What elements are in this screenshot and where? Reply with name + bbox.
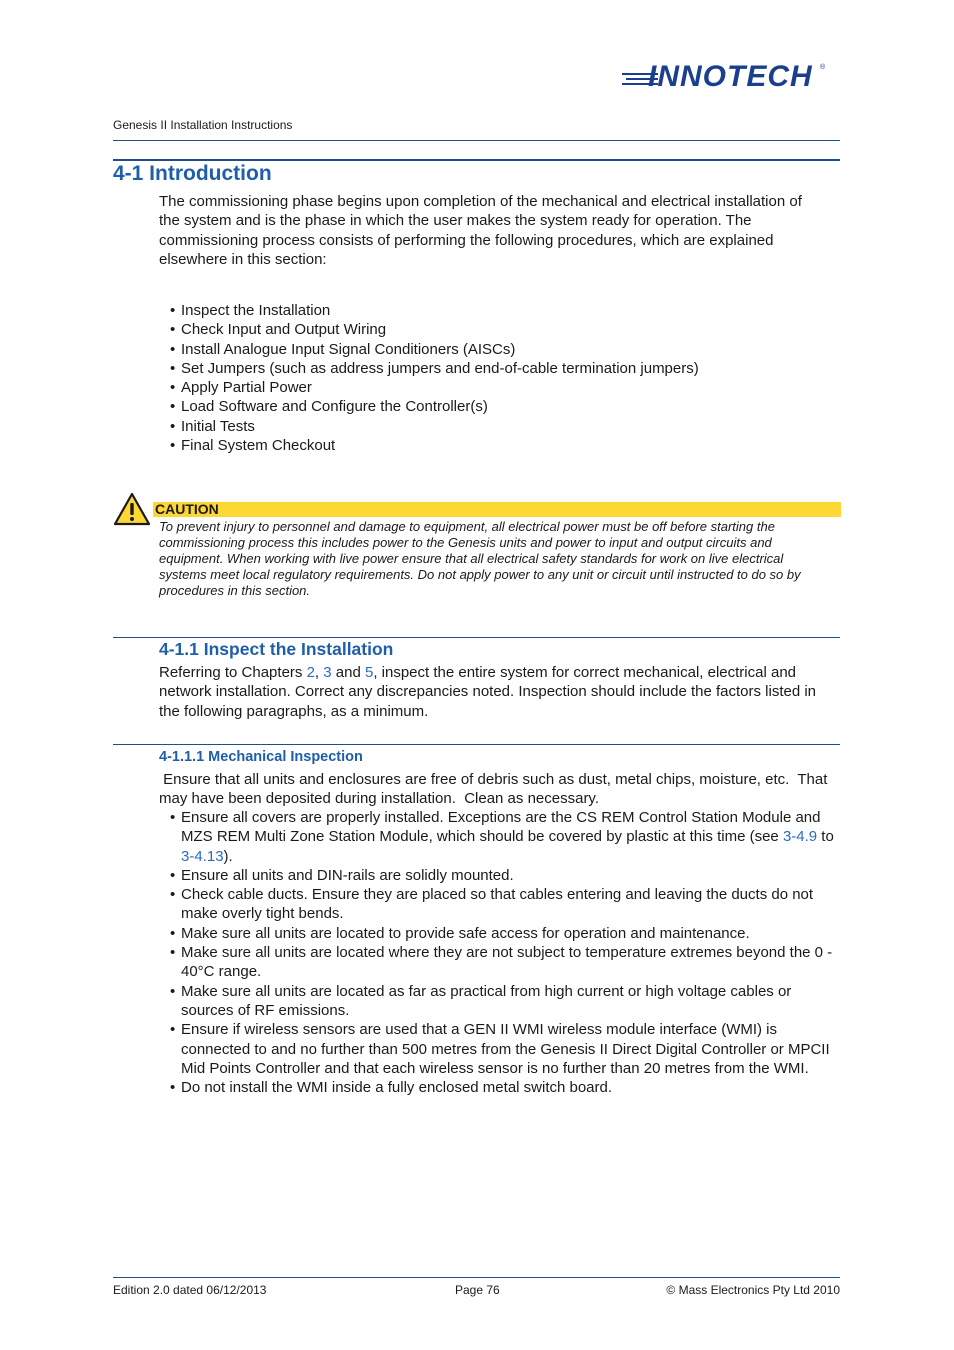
footer-page-number: Page 76 (455, 1283, 500, 1297)
caution-label: CAUTION (155, 501, 219, 517)
caution-text: To prevent injury to personnel and damage to equipment, all electrical power must be off before starting the commissioning process this includes power to the Genesis units and power to input and output circuits and equipment. When working with live power ensure that all electrical safety standards for work on live electrical systems meet local regulatory requirements. Do not apply power to any unit or circuit until instructed to do so by procedures in this section. (159, 519, 801, 598)
text-run: , inspect the entire system for correct mechanical, electrical and network installation. Correct any discrepancies noted. Inspection should include the factors listed in the following paragraphs, as a minimum. (159, 664, 817, 720)
footer-copyright: © Mass Electronics Pty Ltd 2010 (666, 1283, 840, 1297)
list-item: • Check Input and Output Wiring (170, 320, 810, 339)
list-item: • Set Jumpers (such as address jumpers and end-of-cable termination jumpers) (170, 359, 810, 378)
subsection-paragraph (159, 663, 834, 721)
section-3-4-13-link[interactable]: 3-4.13 (181, 847, 224, 865)
chapter-2-link[interactable]: 2 (306, 664, 315, 681)
warning-triangle-icon (113, 492, 151, 526)
list-item: • Apply Partial Power (170, 378, 810, 397)
list-item (170, 808, 838, 866)
logo-wordmark: INNOTECH (648, 60, 813, 93)
header-rule (113, 140, 840, 141)
text-run: Ensure all covers are properly installed. Exceptions are the CS REM Control Station Module and MZS REM Multi Zone Station Module, which should be covered by plastic at this time (see (181, 809, 821, 846)
list-item: • Make sure all units are located to provide safe access for operation and maintenance. (170, 924, 838, 943)
mechanical-checklist (170, 808, 838, 1097)
footer-edition: Edition 2.0 dated 06/12/2013 (113, 1283, 267, 1297)
list-item: • Check cable ducts. Ensure they are placed so that cables entering and leaving the ducts do not make overly tight bends. (170, 885, 838, 924)
list-item: • Ensure if wireless sensors are used that a GEN II WMI wireless module interface (WMI) is connected to and no further than 500 metres from the Genesis II Direct Digital Controller or MPCII Mid Points Controller and that each wireless sensor is no further than 20 metres from the WMI. (170, 1020, 838, 1078)
text-run: ). (223, 847, 233, 865)
text-run: , (314, 664, 324, 681)
innotech-logo (620, 62, 842, 96)
footer-rule (113, 1277, 840, 1278)
list-item: • Final System Checkout (170, 436, 810, 455)
section-3-4-9-link[interactable]: 3-4.9 (782, 828, 818, 846)
caution-bar (153, 502, 841, 517)
text-run: and (331, 664, 365, 681)
list-item: • Make sure all units are located as far as practical from high current or high voltage cables or sources of RF emissions. (170, 982, 838, 1021)
procedure-list (170, 301, 810, 455)
document-title: Genesis II Installation Instructions (113, 118, 293, 132)
subsubsection-rule (113, 744, 840, 745)
list-item: • Inspect the Installation (170, 301, 810, 320)
intro-paragraph: The commissioning phase begins upon completion of the mechanical and electrical installation of the system and is the phase in which the user makes the system ready for operation. The commissioning process consists of performing the following procedures, which are explained elsewhere in this section: (159, 193, 802, 268)
list-item: • Ensure all units and DIN-rails are solidly mounted. (170, 866, 838, 885)
list-item: • Do not install the WMI inside a fully enclosed metal switch board. (170, 1078, 838, 1097)
subsection-heading: 4-1.1 Inspect the Installation (159, 639, 394, 659)
text-run: to (817, 828, 834, 846)
mechanical-intro: Ensure that all units and enclosures are free of debris such as dust, metal chips, moisture, etc. That may have been deposited during installation. Clean as necessary. (159, 771, 832, 808)
list-item: • Install Analogue Input Signal Conditioners (AISCs) (170, 340, 810, 359)
list-item: • Load Software and Configure the Controller(s) (170, 397, 810, 416)
chapter-3-link[interactable]: 3 (323, 664, 332, 681)
subsubsection-heading: 4-1.1.1 Mechanical Inspection (159, 749, 363, 765)
list-item: • Make sure all units are located where they are not subject to temperature extremes beyond the 0 - 40°C range. (170, 943, 838, 982)
chapter-5-link[interactable]: 5 (364, 664, 374, 681)
text-run: Referring to Chapters (159, 664, 307, 681)
logo-registered-mark: ® (820, 64, 826, 71)
section-heading: 4-1 Introduction (113, 162, 272, 185)
subsection-rule (113, 637, 840, 638)
list-item: • Initial Tests (170, 417, 810, 436)
section-rule (113, 159, 840, 161)
